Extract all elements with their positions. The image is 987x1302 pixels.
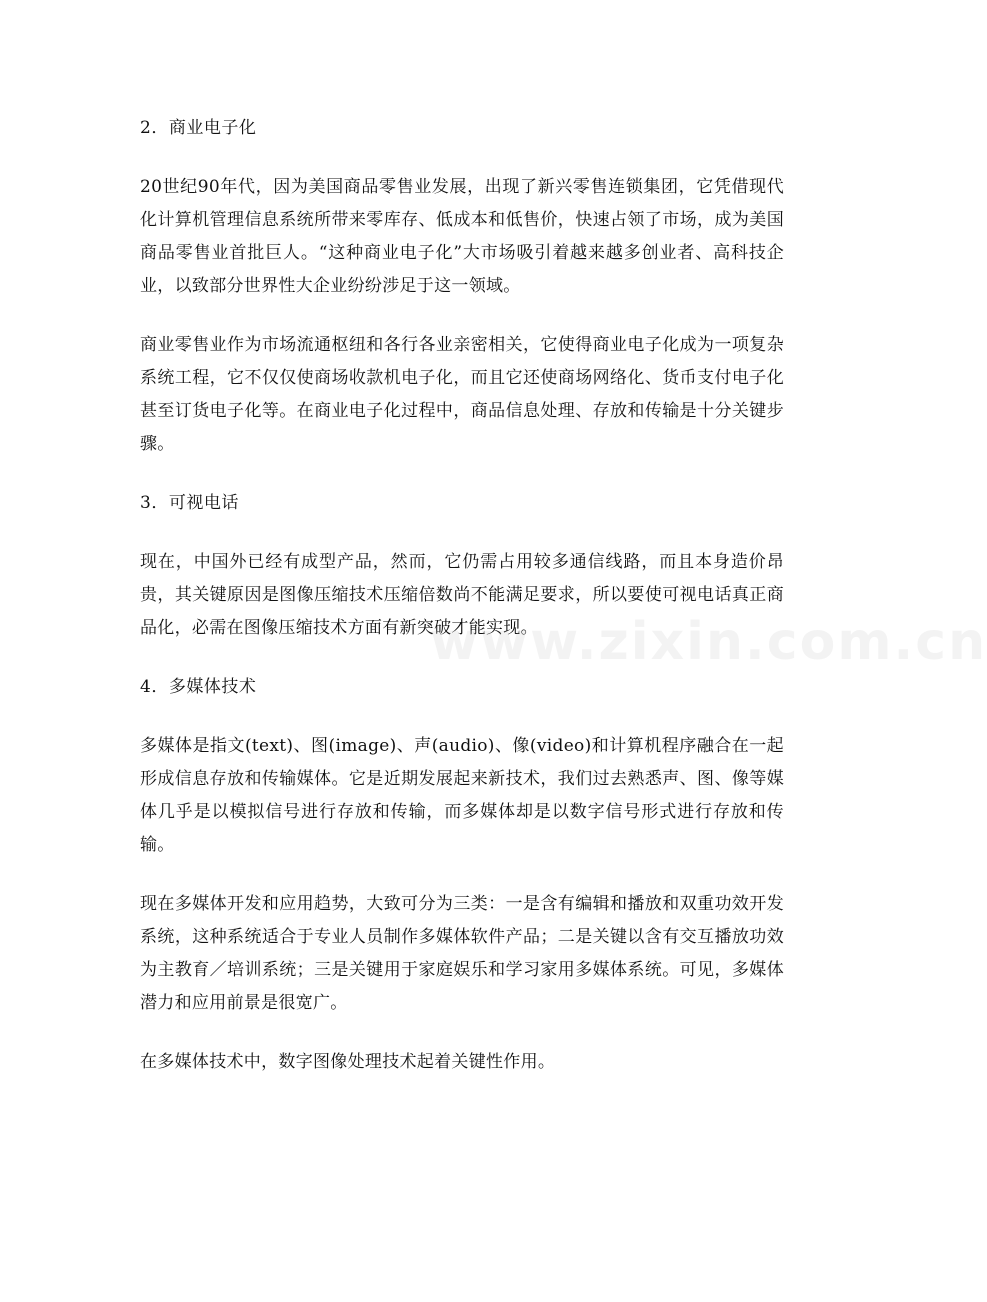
paragraph: 多媒体是指文(text)、图(image)、声(audio)、像(video)和计算机程序融合在一起形成信息存放和传输媒体。它是近期发展起来新技术，我们过去熟悉声、图、像等媒体几乎是以模拟信号进行存放和传输，而多媒体却是以数字信号形式进行存放和传输。 xyxy=(140,736,784,855)
section-heading-videophone: 3．可视电话 xyxy=(140,493,239,513)
paragraph: 现在多媒体开发和应用趋势，大致可分为三类：一是含有编辑和播放和双重功效开发系统，这种系统适合于专业人员制作多媒体软件产品；二是关键以含有交互播放功效为主教育／培训系统；三是关键用于家庭娱乐和学习家用多媒体系统。可见，多媒体潜力和应用前景是很宽广。 xyxy=(140,894,784,1013)
document-body xyxy=(140,112,784,1105)
paragraph: 20世纪90年代，因为美国商品零售业发展，出现了新兴零售连锁集团，它凭借现代化计算机管理信息系统所带来零库存、低成本和低售价，快速占领了市场，成为美国商品零售业首批巨人。“这种商业电子化”大市场吸引着越来越多创业者、高科技企业，以致部分世界性大企业纷纷涉足于这一领域。 xyxy=(140,177,784,296)
section-heading-commerce: 2．商业电子化 xyxy=(140,118,257,138)
paragraph: 在多媒体技术中，数字图像处理技术起着关键性作用。 xyxy=(140,1052,556,1072)
watermark: www.zixin.com.cn xyxy=(430,612,987,672)
paragraph: 现在，中国外已经有成型产品，然而，它仍需占用较多通信线路，而且本身造价昂贵，其关键原因是图像压缩技术压缩倍数尚不能满足要求，所以要使可视电话真正商品化，必需在图像压缩技术方面有新突破才能实现。 xyxy=(140,552,784,638)
paragraph: 商业零售业作为市场流通枢纽和各行各业亲密相关，它使得商业电子化成为一项复杂系统工程，它不仅仅使商场收款机电子化，而且它还使商场网络化、货币支付电子化甚至订货电子化等。在商业电子化过程中，商品信息处理、存放和传输是十分关键步骤。 xyxy=(140,335,784,454)
section-heading-multimedia: 4．多媒体技术 xyxy=(140,677,257,697)
